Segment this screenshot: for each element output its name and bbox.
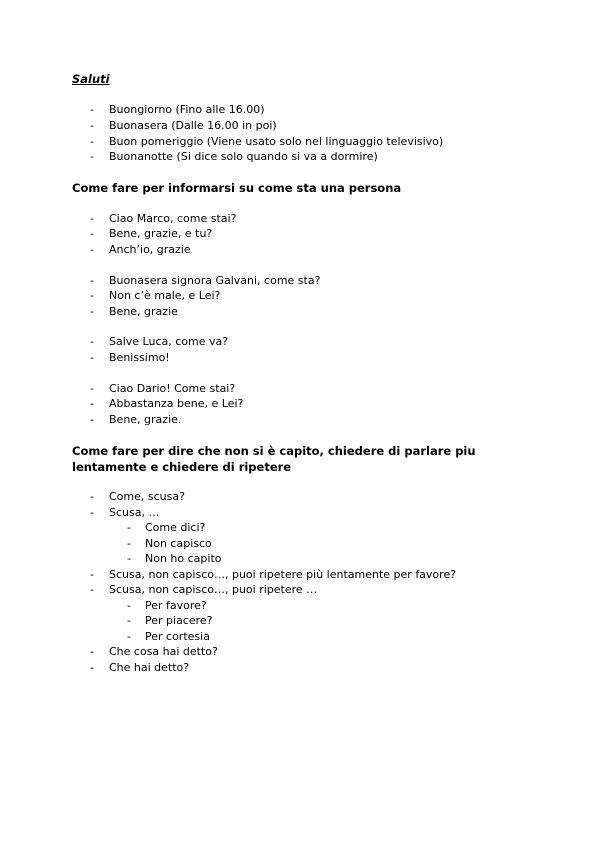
list-item: Che hai detto? <box>109 661 190 674</box>
list-item: Buonanotte (Si dice solo quando si va a dormire) <box>109 150 378 163</box>
sub-list-item: Come dici? <box>145 521 206 534</box>
list-item: Scusa, non capisco…, puoi ripetere … <box>109 583 318 596</box>
list-dash: - <box>90 568 94 581</box>
list-item: Come, scusa? <box>109 490 185 503</box>
list-dash: - <box>90 382 94 395</box>
list-dash: - <box>90 506 94 519</box>
list-item: Salve Luca, come va? <box>109 335 229 348</box>
list-item: Ciao Dario! Come stai? <box>109 382 236 395</box>
list-dash: - <box>90 413 94 426</box>
list-dash: - <box>90 645 94 658</box>
list-item: Non c’è male, e Lei? <box>109 289 221 302</box>
list-dash: - <box>90 661 94 674</box>
list-dash: - <box>90 305 94 318</box>
list-dash: - <box>90 119 94 132</box>
sub-list-item: Per cortesia <box>145 630 210 643</box>
list-item: Che cosa hai detto? <box>109 645 218 658</box>
list-item: Abbastanza bene, e Lei? <box>109 397 244 410</box>
sub-list-item: Non ho capito <box>145 552 222 565</box>
sub-list-dash: - <box>127 552 131 565</box>
list-item: Buonasera (Dalle 16.00 in poi) <box>109 119 277 132</box>
list-item: Buon pomeriggio (Viene usato solo nel linguaggio televisivo) <box>109 135 444 148</box>
sub-list-dash: - <box>127 614 131 627</box>
list-dash: - <box>90 135 94 148</box>
list-item: Bene, grazie <box>109 305 178 318</box>
list-item: Benissimo! <box>109 351 170 364</box>
list-dash: - <box>90 243 94 256</box>
list-item: Buongiorno (Fino alle 16.00) <box>109 103 265 116</box>
list-item: Scusa, … <box>109 506 160 519</box>
list-dash: - <box>90 150 94 163</box>
list-dash: - <box>90 212 94 225</box>
list-item: Ciao Marco, come stai? <box>109 212 237 225</box>
list-dash: - <box>90 289 94 302</box>
list-dash: - <box>90 103 94 116</box>
section-heading-line-1: Come fare per dire che non si è capito, chiedere di parlare piu <box>72 444 476 458</box>
list-item: Bene, grazie, e tu? <box>109 227 213 240</box>
list-dash: - <box>90 490 94 503</box>
sub-list-item: Non capisco <box>145 537 212 550</box>
list-dash: - <box>90 583 94 596</box>
list-item: Buonasera signora Galvani, come sta? <box>109 274 321 287</box>
list-dash: - <box>90 351 94 364</box>
list-dash: - <box>90 227 94 240</box>
sub-list-dash: - <box>127 537 131 550</box>
page-title: Saluti <box>72 72 110 86</box>
section-heading-line-2: lentamente e chiedere di ripetere <box>72 460 292 474</box>
list-dash: - <box>90 274 94 287</box>
sub-list-dash: - <box>127 521 131 534</box>
sub-list-item: Per piacere? <box>145 614 213 627</box>
sub-list-dash: - <box>127 630 131 643</box>
list-item: Bene, grazie. <box>109 413 182 426</box>
list-dash: - <box>90 335 94 348</box>
sub-list-item: Per favore? <box>145 599 207 612</box>
sub-list-dash: - <box>127 599 131 612</box>
list-item: Anch’io, grazie <box>109 243 191 256</box>
list-item: Scusa, non capisco…, puoi ripetere più lentamente per favore? <box>109 568 457 581</box>
section-heading: Come fare per informarsi su come sta una persona <box>72 181 402 195</box>
list-dash: - <box>90 397 94 410</box>
